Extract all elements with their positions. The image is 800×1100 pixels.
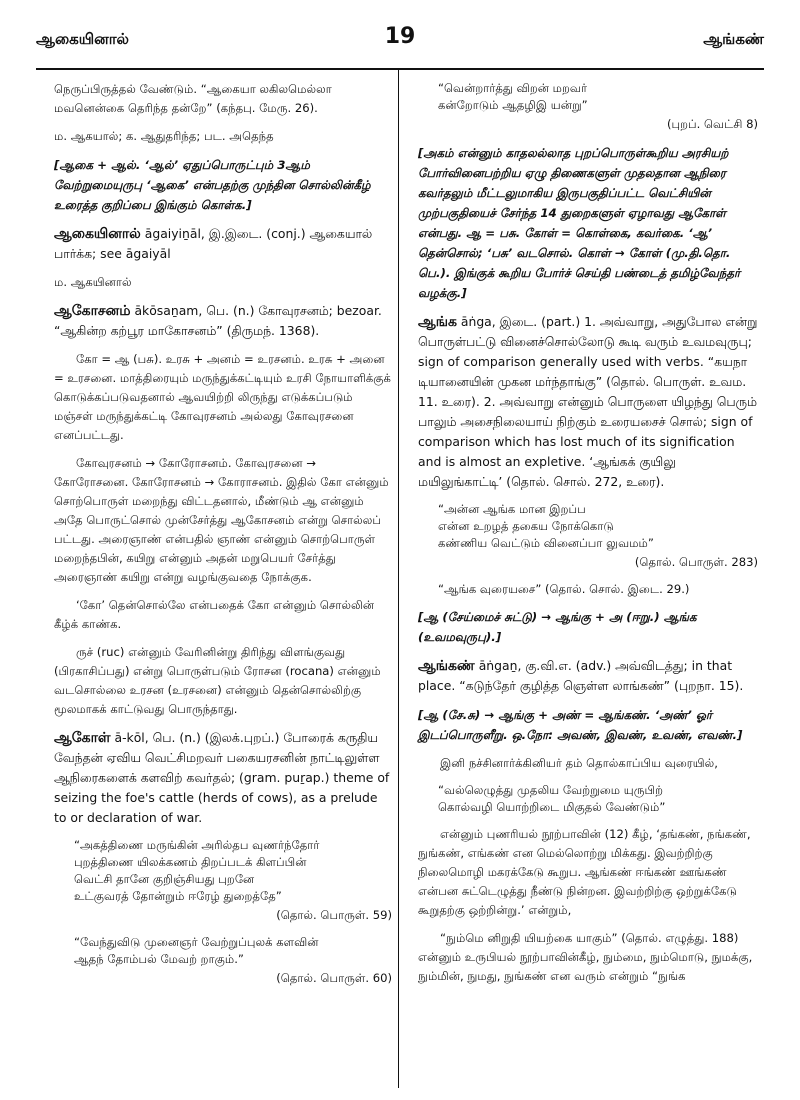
- paragraph: ம. ஆகயால்; க. ஆதுதரிந்த; பட. அதெந்த: [54, 129, 274, 143]
- page-number: 19: [384, 24, 416, 49]
- quote-line: “வென்றார்த்து விறன் மறவர்: [438, 81, 588, 95]
- entry-definition: āṅgaṉ, கு.வி.எ. (adv.) அவ்விடத்து; in that place. “கடுந்தேர் குழித்த ஞெள்ள லாங்கண்” (புறநா. 15).: [418, 658, 744, 693]
- quote-source: (தொல். பொருள். 283): [634, 555, 758, 569]
- quotation-block: [54, 934, 392, 988]
- quote-line: “அன்ன ஆங்க மான இறப்ப: [438, 502, 586, 516]
- paragraph: என்னும் புணரியல் நூற்பாவின் (12) கீழ், ‘தங்கண், நங்கண், நுங்கண், எங்கண் என மெல்லொற்று மிக்கது. இவற்றிற்கு நிலைமொழி மகரக்கேடு கூறுப. ஆங்கண் ஈங்கண் ஊங்கண் என்பன சுட்டெழுத்து நீண்டு நின்றன. இவற்றிற்கு ஒற்றுக்கேடு கூறுதற்கு ஒற்றின்று.’ என்றும்,: [418, 827, 751, 917]
- etymology-note: [ஆகை + ஆல். ‘ஆல்’ ஏதுப்பொருட்பும் 3ஆம் வேற்றுமையுருபு ‘ஆகை’ என்பதற்கு முந்தின சொல்லின்கீழ் உரைத்த குறிப்பை இங்கும் கொள்க.]: [54, 158, 371, 212]
- etymology-note: [அகம் என்னும் காதலல்லாத புறப்பொருள்கூறிய அரசியற் போர்வினைபற்றிய ஏழு திணைகளுள் முதலதான ஆநிரை கவர்தலும் மீட்டலுமாகிய இருபகுதிப்பட்ட வெட்சியின் முற்பகுதியைச் சேர்ந்த 14 துறைகளுள் ஏழாவது ஆகோள் என்பது. ஆ = பசு. கோள் = கொள்கை, கவர்கை. ‘ஆ’ தென்சொல்; ‘பசு’ வடசொல். கொள் → கோள் (மு.தி.தொ. பெ.). இங்குக் கூறிய போர்ச் செய்தி பண்டைத் தமிழ்வேந்தர் வழக்கு.]: [418, 146, 741, 300]
- quote-line: “வேந்துவிடு முனைஞர் வேற்றுப்புலக் களவின்: [74, 935, 319, 949]
- headword: ஆகோசனம்: [54, 303, 131, 319]
- quotation-block: [418, 80, 758, 134]
- headword: ஆங்க: [418, 314, 457, 330]
- quote-line: புறத்திணை யிலக்கணம் திறப்படக் கிளப்பின்: [74, 855, 307, 869]
- quote-source: (தொல். பொருள். 59): [276, 908, 392, 922]
- entry-definition: ākōsaṉam, பெ. (n.) கோவுரசனம்; bezoar. “ஆகின்ற கற்பூர மாகோசனம்” (திருமந். 1368).: [54, 303, 382, 338]
- paragraph: “நும்மெ னிறுதி யியற்கை யாகும்” (தொல். எழுத்து. 188) என்னும் உருபியல் நூற்பாவின்கீழ், நும்மை, நும்மொடு, நுமக்கு, நும்மின், நுமது, நுங்கண் என வரும் என்றும் “நுங்க: [418, 931, 753, 983]
- quote-line: கொல்வழி யொற்றிடை மிகுதல் வேண்டும்”: [438, 800, 666, 814]
- dictionary-entry: [54, 301, 392, 341]
- quote-line: கன்றோடும் ஆதழிஇ யன்று”: [438, 98, 588, 112]
- paragraph: நெருப்பிருத்தல் வேண்டும். “ஆகையா லகிலமெல்லா மவனென்கை தெரிந்த தன்றே” (கந்தபு. மேரு. 26).: [54, 82, 332, 115]
- quote-line: ஆதந் தோம்பல் மேவற் றாகும்.”: [74, 952, 244, 966]
- quotation-block: [418, 782, 758, 816]
- column-divider: [398, 70, 399, 1088]
- header-left-word: ஆகையினால்: [36, 30, 129, 48]
- quote-line: வெட்சி தானே குறிஞ்சியது புறனே: [74, 872, 255, 886]
- right-column: [418, 80, 758, 995]
- quote-source: (தொல். பொருள். 60): [276, 971, 392, 985]
- quotation-block: [418, 581, 758, 598]
- quote-line: “வல்லெழுத்து முதலிய வேற்றுமை யுருபிற்: [438, 783, 663, 797]
- paragraph: ம. ஆகயினால்: [54, 275, 132, 289]
- dictionary-entry: [54, 728, 392, 828]
- headword: ஆகோள்: [54, 730, 111, 746]
- quote-line: என்ன உறழத் தகைய நோக்கொடு: [438, 519, 614, 533]
- entry-definition: āṅga, இடை. (part.) 1. அவ்வாறு, அதுபோல என்று பொருள்பட்டு வினைச்சொல்லோடு கூடி வரும் உவமவுருபு; sign of comparison generally used with verbs. “கயநா டியானையின் முகன மர்ந்தாங்கு” (தொல். பொருள். உவம. 11. உரை). 2. அவ்வாறு என்னும் பொருளை யிழந்து பெரும் பாலும் அசைநிலையாய் நிற்கும் உரையசைச் சொல்; sign of comparison which has lost much of its signification and is almost an expletive. ‘ஆங்கக் குயிலு மயிலுங்காட்டி’ (தொல். சொல். 272, உரை).: [418, 314, 758, 489]
- header-right-word: ஆங்கண்: [703, 30, 764, 48]
- quote-line: “அகத்திணை மருங்கின் அரில்தப வுணர்ந்தோர்: [74, 838, 320, 852]
- dictionary-entry: [418, 312, 758, 492]
- paragraph: இனி நச்சினார்க்கினியர் தம் தொல்காப்பிய வுரையில்,: [440, 756, 718, 770]
- quotation-block: [54, 837, 392, 925]
- paragraph: கோவுரசனம் → கோரோசனம். கோவுரசனை → கோரோசனை. கோரோசனம் → கோராசனம். இதில் கோ என்னும் சொற்பொருள் மறைந்து விட்டதனால், மீண்டும் ஆ என்னும் அதே பொருட்சொல் முன்சேர்த்து ஆகோசனம் என்று சொல்லப் பட்டது. அரைஞாண் என்பதில் ஞாண் என்னும் சொற்பொருள் மறைந்தபின், கயிறு என்னும் அதன் மறுபெயர் சேர்த்து அரைஞாண் கயிறு என்று வழங்குவதை நோக்குக.: [54, 456, 389, 584]
- etymology-note: [ஆ (சேய்மைச் சுட்டு) → ஆங்கு + அ (ஈறு.) ஆங்க (உவமவுருபு).]: [418, 610, 697, 644]
- etymology-note: [ஆ (சே.சு) → ஆங்கு + அண் = ஆங்கண். ‘அண்’ ஓர் இடப்பொருளீறு. ஒ.நோ: அவண், இவண், உவண், எவண்.]: [418, 708, 743, 742]
- paragraph: ருச் (ruc) என்னும் வேரினின்று திரிந்து விளங்குவது (பிரகாசிப்பது) என்று பொருள்படும் ரோசன (rocana) என்னும் வடசொல்லை உரசன (உரசனை) என்னும் தென்சொல்லிற்கு மூலமாகக் காட்டுவது பொருந்தாது.: [54, 645, 381, 716]
- headword: ஆங்கண்: [418, 658, 475, 674]
- dictionary-entry: [418, 656, 758, 696]
- left-column: [54, 80, 392, 997]
- entry-definition: ā-kōl, பெ. (n.) (இலக்.புறப்.) போரைக் கருதிய வேந்தன் ஏவிய வெட்சிமறவர் பகையரசனின் நாட்டிலுள்ள ஆநிரைகளைக் களவிற் கவர்தல்; (gram. puṟap.) theme of seizing the foe's cattle (herds of cows), as a prelude to or declaration of war.: [54, 730, 390, 825]
- quotation-block: [418, 501, 758, 572]
- quote-source: (புறப். வெட்சி 8): [666, 117, 758, 131]
- quote-line: “ஆங்க வுரையசை” (தொல். சொல். இடை. 29.): [438, 582, 690, 596]
- quote-line: உட்குவரத் தோன்றும் ஈரேழ் துறைத்தே”: [74, 889, 282, 903]
- page-header: [36, 0, 764, 64]
- dictionary-entry: [54, 224, 392, 264]
- headword: ஆகையினால்: [54, 226, 141, 242]
- paragraph: கோ = ஆ (பசு). உரசு + அனம் = உரசனம். உரசு + அனை = உரசனை. மாத்திரையும் மருந்துக்கட்டியும் உரசி நோயாளிக்குக் கொடுக்கப்படுவதனால் ஆவயிற்றி லிருந்து எடுக்கப்படும் மஞ்சள் மருந்துக்கட்டி கோவுரசனம் அல்லது கோவுரசனை எனப்பட்டது.: [54, 352, 391, 442]
- paragraph: ‘கோ’ தென்சொல்லே என்பதைக் கோ என்னும் சொல்லின் கீழ்க் காண்க.: [54, 598, 375, 631]
- header-rule: [36, 68, 764, 70]
- quote-line: கண்ணிய வெட்டும் வினைப்பா லுவமம்”: [438, 536, 654, 550]
- entry-definition: āgaiyiṉāl, இ.இடை. (conj.) ஆகையால் பார்க்க; see āgaiyāl: [54, 226, 373, 261]
